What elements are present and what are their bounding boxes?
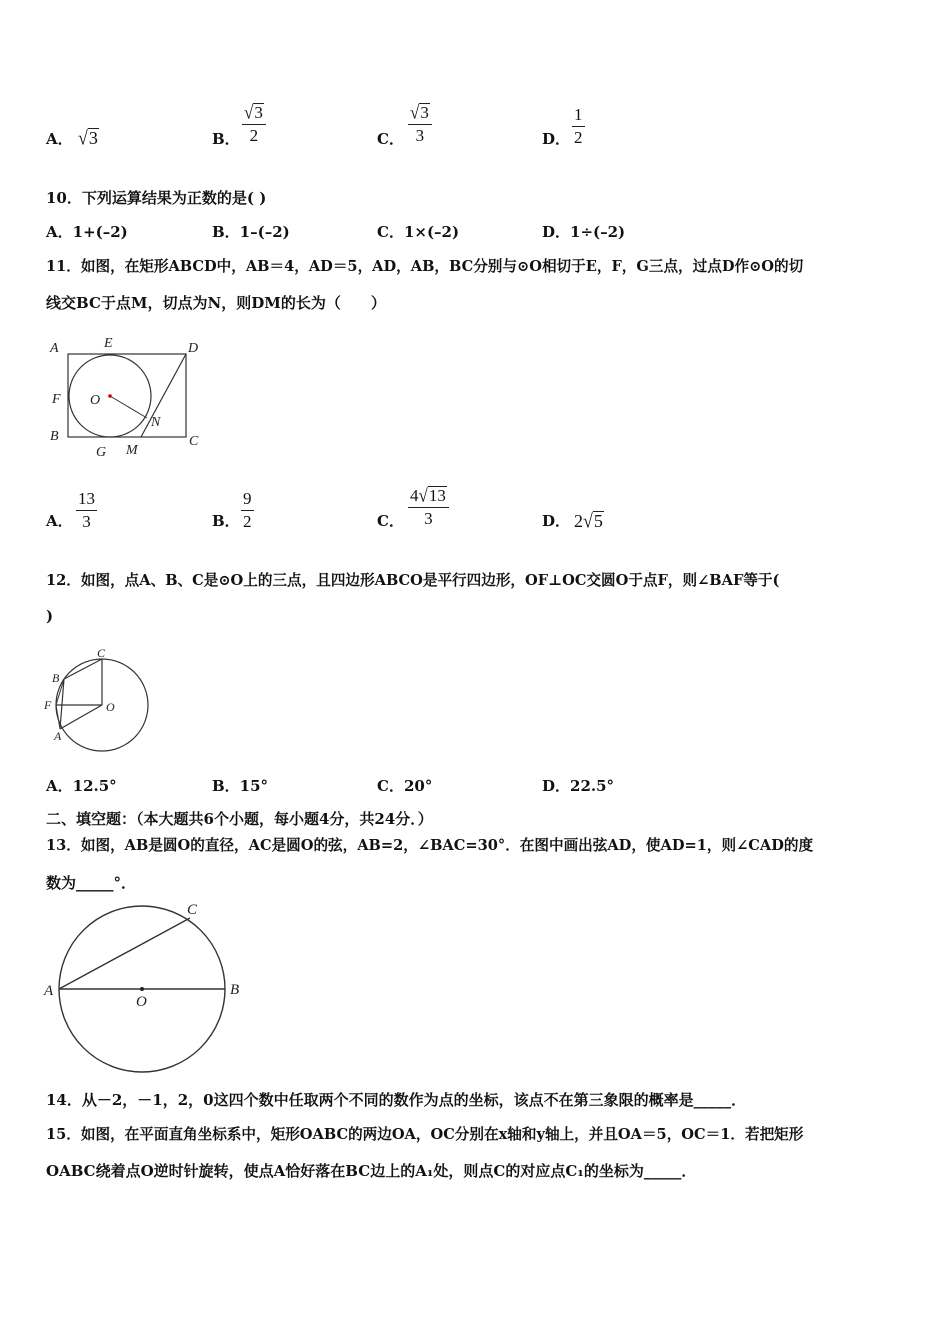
section-2-title: 二、填空题：（本大题共6个小题，每小题4分，共24分．） — [46, 810, 433, 828]
option-a-value: √3 — [78, 126, 98, 149]
label-o: O — [106, 700, 115, 714]
label-m: M — [126, 443, 138, 458]
tangent-dm — [141, 354, 186, 437]
label-a: A — [44, 983, 54, 999]
q12-option-b: B．15° — [212, 777, 269, 795]
segment-fa — [56, 705, 60, 729]
question-15-line1: 15．如图，在平面直角坐标系中，矩形OABC的两边OA，OC分别在x轴和y轴上，并且OA＝5，OC＝1．若把矩形 — [46, 1126, 804, 1143]
q10-option-d: D．1÷(–2) — [542, 223, 626, 241]
rectangle-abcd — [68, 354, 186, 437]
q11-figure — [40, 330, 220, 465]
label-f: F — [44, 698, 52, 712]
q12-option-a: A．12.5° — [46, 777, 117, 795]
question-11-line1: 11．如图，在矩形ABCD中，AB＝4，AD＝5，AD，AB，BC分别与⊙O相切于E，F，G三点，过点D作⊙O的切 — [46, 258, 804, 275]
question-13-line2: 数为_____°． — [46, 874, 137, 892]
label-d: D — [188, 341, 199, 356]
option-b-label: B． — [212, 130, 240, 148]
label-b: B — [52, 671, 60, 685]
label-b: B — [230, 982, 240, 998]
chord-ac — [59, 918, 190, 989]
q11-option-c-label: C． — [377, 512, 404, 530]
prev-question-options — [0, 0, 950, 149]
label-o: O — [90, 393, 101, 408]
label-o: O — [136, 994, 147, 1010]
q12-option-c: C．20° — [377, 777, 433, 795]
q11-option-b-label: B． — [212, 512, 240, 530]
q11-option-a-label: A． — [46, 512, 73, 530]
option-b-value: √3 2 — [242, 103, 266, 146]
q12-option-d: D．22.5° — [542, 777, 615, 795]
label-e: E — [104, 336, 113, 351]
label-b: B — [50, 429, 59, 444]
question-11-line2: 线交BC于点M，切点为N，则DM的长为（ ） — [46, 294, 386, 312]
question-15-line2: OABC绕着点O逆时针旋转，使点A恰好落在BC边上的A₁处，则点C的对应点C₁的坐标为_____． — [46, 1162, 697, 1180]
option-c-label: C． — [377, 130, 404, 148]
q11-option-c-value: 4√13 3 — [408, 486, 449, 529]
option-d-value: 1 2 — [574, 105, 583, 147]
q11-option-a-value: 13 3 — [78, 489, 95, 531]
q11-option-d-label: D． — [542, 512, 571, 530]
label-a: A — [50, 341, 59, 356]
option-a-label: A． — [46, 130, 73, 148]
question-12-line1: 12．如图，点A、B、C是⊙O上的三点，且四边形ABCO是平行四边形，OF⊥OC交圆O于点F，则∠BAF等于( — [46, 572, 780, 589]
q13-figure — [40, 895, 250, 1080]
center-o-dot — [140, 987, 144, 991]
question-14-text: 14．从－2，－1，2，0这四个数中任取两个不同的数作为点的坐标，该点不在第三象限的概率是_____． — [46, 1091, 747, 1109]
q10-option-b: B．1–(–2) — [212, 223, 290, 241]
q11-option-d-value: 2√5 — [574, 509, 603, 532]
label-g: G — [96, 445, 107, 460]
label-f: F — [52, 392, 61, 407]
segment-bc — [64, 659, 102, 679]
option-c-value: √3 3 — [408, 103, 432, 146]
label-n: N — [151, 415, 161, 430]
q11-option-b-value: 9 2 — [243, 489, 252, 531]
label-c: C — [189, 434, 199, 449]
q10-option-a: A．1+(–2) — [46, 223, 128, 241]
center-o-dot — [108, 394, 112, 398]
q12-figure — [40, 645, 155, 755]
question-12-line2: ) — [46, 607, 54, 625]
option-d-label: D． — [542, 130, 571, 148]
q10-option-c: C．1×(–2) — [377, 223, 460, 241]
label-c: C — [187, 902, 198, 918]
question-10-text: 10．下列运算结果为正数的是( ) — [46, 189, 267, 207]
label-c: C — [97, 646, 106, 660]
label-a: A — [54, 729, 62, 743]
segment-ao — [60, 705, 102, 729]
question-13-line1: 13．如图，AB是圆O的直径，AC是圆O的弦，AB=2，∠BAC=30°．在图中画出弦AD，使AD=1，则∠CAD的度 — [46, 837, 814, 854]
radius-on — [110, 396, 147, 418]
